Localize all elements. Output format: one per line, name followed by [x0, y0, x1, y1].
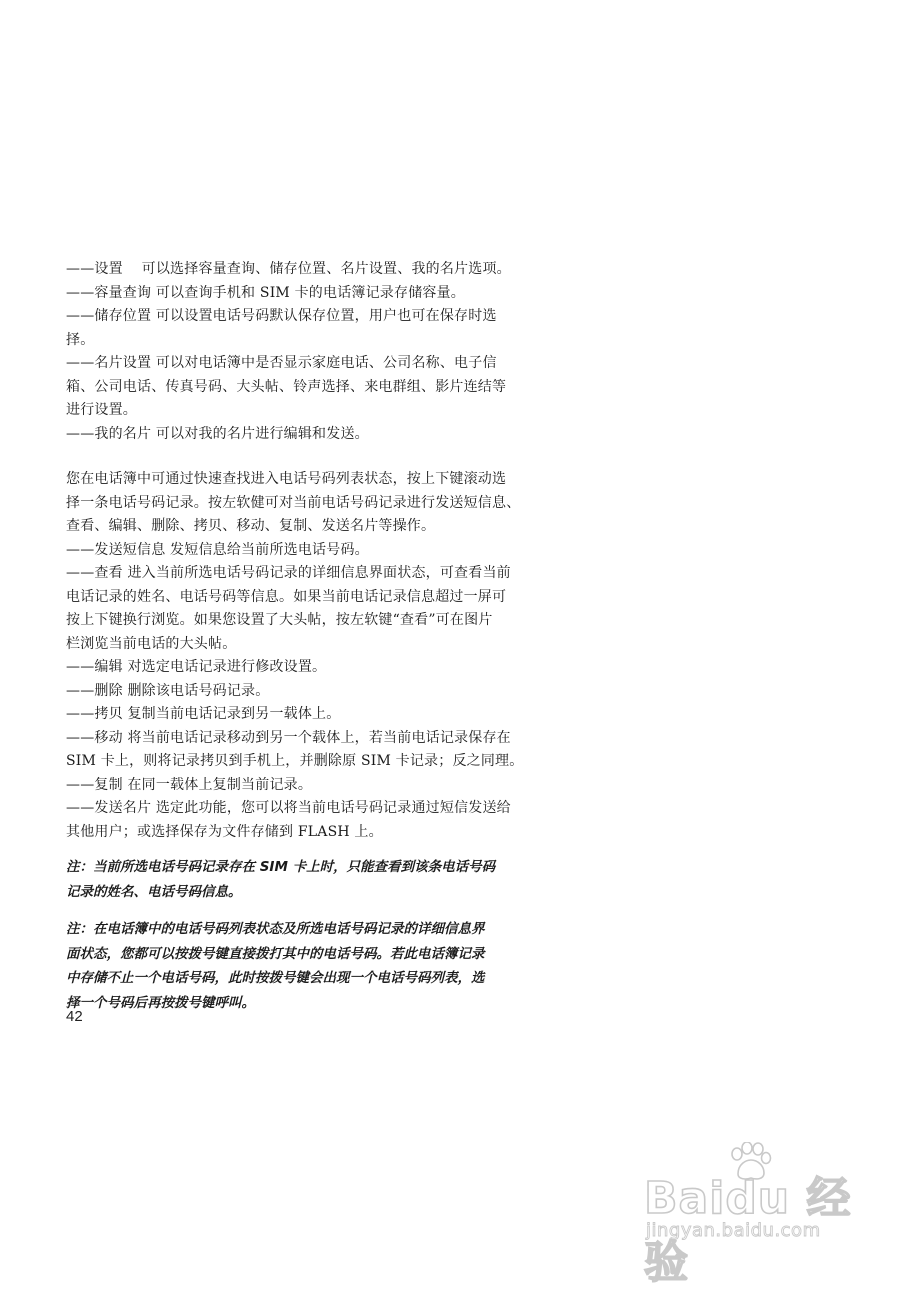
text-line: 箱、公司电话、传真号码、大头帖、铃声选择、来电群组、影片连结等 [66, 378, 507, 395]
text-line: 其他用户；或选择保存为文件存储到 FLASH 上。 [66, 823, 383, 840]
text-line: ——移动 将当前电话记录移动到另一个载体上，若当前电话记录保存在 [66, 729, 511, 746]
text-line: ——名片设置 可以对电话簿中是否显示家庭电话、公司名称、电子信 [66, 355, 497, 371]
text-line: ——复制 在同一载体上复制当前记录。 [66, 776, 313, 793]
text-line: ——设置 可以选择容量查询、储存位置、名片设置、我的名片选项。 [66, 261, 511, 277]
text-line: SIM 卡上，则将记录拷贝到手机上，并删除原 SIM 卡记录；反之同理。 [66, 753, 524, 769]
note-line: 记录的姓名、电话号码信息。 [66, 883, 242, 900]
text-line: ——删除 删除该电话号码记录。 [66, 682, 270, 699]
text-line: 择一条电话号码记录。按左软健可对当前电话号码记录进行发送短信息、 [66, 494, 521, 511]
note-sim-card [66, 855, 546, 904]
text-line: ——拷贝 复制当前电话记录到另一载体上。 [66, 706, 341, 722]
text-line: ——发送短信息 发短信息给当前所选电话号码。 [66, 541, 369, 558]
watermark-brand-suffix: du 经验 [644, 1173, 852, 1288]
text-line: 栏浏览当前电话的大头帖。 [66, 635, 237, 652]
text-line: ——发送名片 选定此功能，您可以将当前电话号码记录通过短信发送给 [66, 800, 511, 816]
text-line: 电话记录的姓名、电话号码等信息。如果当前电话记录信息超过一屏可 [66, 588, 507, 605]
text-line: 按上下键换行浏览。如果您设置了大头帖，按左软键“查看”可在图片 [66, 612, 493, 628]
text-line: 择。 [66, 331, 95, 348]
page-number: 42 [66, 1008, 83, 1025]
baidu-jingyan-watermark [636, 1140, 872, 1288]
note-line: 注：当前所选电话号码记录存在 SIM 卡上时，只能查看到该条电话号码 [66, 859, 496, 875]
note-line: 面状态，您都可以按拨号键直接拨打其中的电话号码。若此电话簿记录 [66, 945, 485, 962]
note-line: 择一个号码后再按拨号键呼叫。 [66, 994, 255, 1011]
note-line: 注：在电话簿中的电话号码列表状态及所选电话号码记录的详细信息界 [66, 921, 485, 937]
watermark-brand-main: Bai [644, 1173, 726, 1224]
text-line: 进行设置。 [66, 402, 137, 418]
text-line: ——查看 进入当前所选电话号码记录的详细信息界面状态，可查看当前 [66, 565, 511, 581]
watermark-url: jingyan.baidu.com [646, 1220, 821, 1241]
text-line: ——编辑 对选定电话记录进行修改设置。 [66, 659, 327, 675]
text-line: 查看、编辑、删除、拷贝、移动、复制、发送名片等操作。 [66, 518, 436, 534]
note-dial-key [66, 917, 546, 1015]
text-line: ——容量查询 可以查询手机和 SIM 卡的电话簿记录存储容量。 [66, 284, 466, 301]
record-operations-section [66, 468, 546, 844]
settings-section [66, 258, 546, 446]
note-line: 中存储不止一个电话号码，此时按拨号键会出现一个电话号码列表，选 [66, 970, 485, 986]
document-body [66, 258, 546, 1015]
text-line: 您在电话簿中可通过快速查找进入电话号码列表状态，按上下键滚动选 [66, 471, 507, 487]
text-line: ——我的名片 可以对我的名片进行编辑和发送。 [66, 425, 369, 442]
text-line: ——储存位置 可以设置电话号码默认保存位置，用户也可在保存时选 [66, 308, 497, 324]
